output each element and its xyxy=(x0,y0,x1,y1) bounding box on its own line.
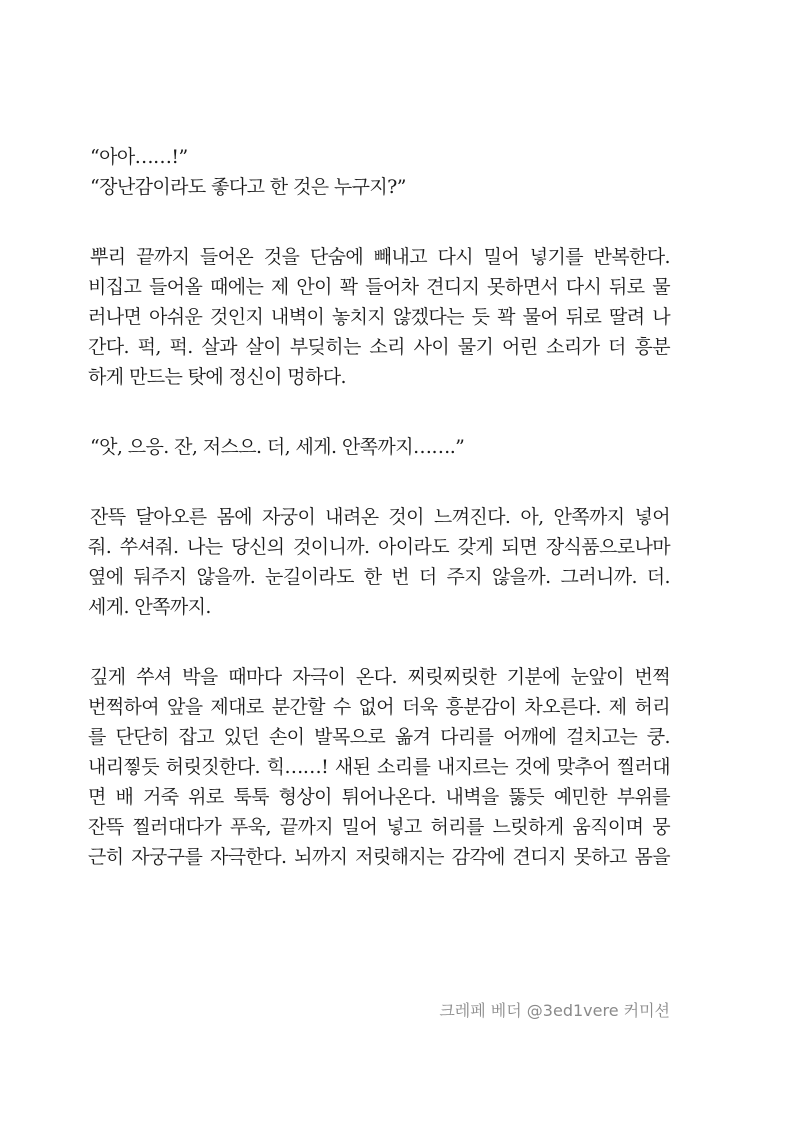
dialogue-paragraph-2 xyxy=(88,432,670,462)
text-line: 세게. 안쪽까지. xyxy=(88,596,211,618)
narrative-paragraph-1 xyxy=(88,242,670,392)
text-line: 면 배 거죽 위로 툭툭 형상이 튀어나온다. 내벽을 뚫듯 예민한 부위를 xyxy=(88,786,670,808)
commission-credit: 크레페 베더 @3ed1vere 커미션 xyxy=(439,1001,670,1020)
text-line: 를 단단히 잡고 있던 손이 발목으로 옮겨 다리를 어깨에 걸치고는 쿵. xyxy=(88,726,670,748)
text-line: “앗, 으응. 잔, 저스으. 더, 세게. 안쪽까지…….” xyxy=(90,436,465,458)
text-line: 줘. 쑤셔줘. 나는 당신의 것이니까. 아이라도 갖게 되면 장식품으로나마 xyxy=(88,536,670,558)
text-line: 간다. 퍽, 퍽. 살과 살이 부딪히는 소리 사이 물기 어린 소리가 더 흥분 xyxy=(88,336,670,358)
text-line: 옆에 둬주지 않을까. 눈길이라도 한 번 더 주지 않을까. 그러니까. 더. xyxy=(88,566,670,588)
text-line: “장난감이라도 좋다고 한 것은 누구지?” xyxy=(90,176,406,198)
text-line: 잔뜩 찔러대다가 푸욱, 끝까지 밀어 넣고 허리를 느릿하게 움직이며 뭉 xyxy=(88,816,670,838)
text-line: 뿌리 끝까지 들어온 것을 단숨에 빼내고 다시 밀어 넣기를 반복한다. xyxy=(90,246,670,268)
paragraph-spacer xyxy=(88,202,670,242)
text-line: 러나면 아쉬운 것인지 내벽이 놓치지 않겠다는 듯 꽉 물어 뒤로 딸려 나 xyxy=(88,306,670,328)
text-line: 하게 만드는 탓에 정신이 멍하다. xyxy=(88,366,347,388)
dialogue-paragraph-1 xyxy=(88,142,670,202)
document-body xyxy=(88,142,670,872)
text-line: 내리찧듯 허릿짓한다. 힉……! 새된 소리를 내지르는 것에 맞추어 찔러대 xyxy=(88,756,670,778)
paragraph-spacer xyxy=(88,622,670,662)
paragraph-spacer xyxy=(88,462,670,502)
text-line: “아아……!” xyxy=(90,146,188,168)
narrative-paragraph-2 xyxy=(88,502,670,622)
text-line: 깊게 쑤셔 박을 때마다 자극이 온다. 찌릿찌릿한 기분에 눈앞이 번쩍 xyxy=(90,666,670,688)
paragraph-spacer xyxy=(88,392,670,432)
text-line: 비집고 들어올 때에는 제 안이 꽉 들어차 견디지 못하면서 다시 뒤로 물 xyxy=(88,276,670,298)
narrative-paragraph-3 xyxy=(88,662,670,872)
text-line: 잔뜩 달아오른 몸에 자궁이 내려온 것이 느껴진다. 아, 안쪽까지 넣어 xyxy=(90,506,670,528)
text-line: 근히 자궁구를 자극한다. 뇌까지 저릿해지는 감각에 견디지 못하고 몸을 xyxy=(88,846,670,868)
text-line: 번쩍하여 앞을 제대로 분간할 수 없어 더욱 흥분감이 차오른다. 제 허리 xyxy=(88,696,670,718)
